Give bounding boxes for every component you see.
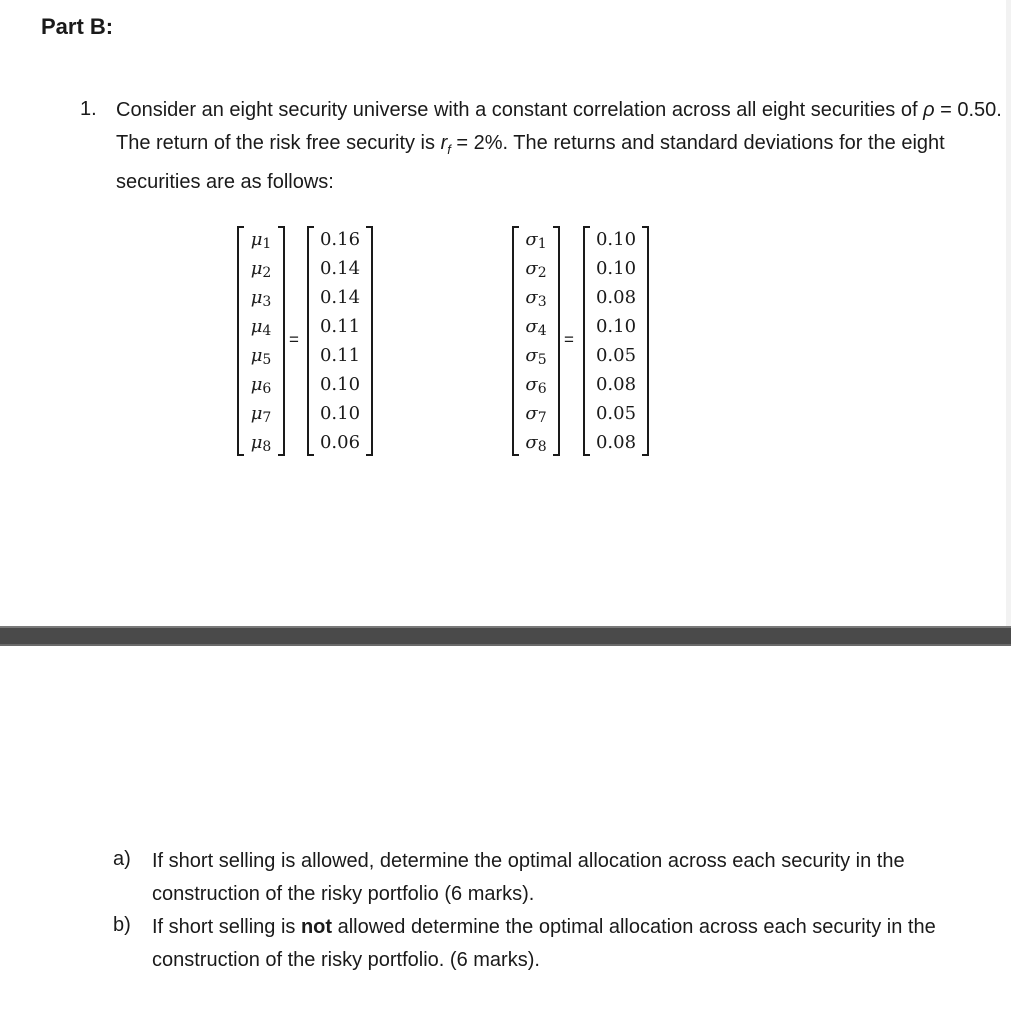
- sigma-symbol-letter: σ: [525, 258, 538, 279]
- mu-symbol-8: [237, 433, 285, 457]
- mu-symbol-index: 7: [262, 410, 272, 426]
- sigma-symbol-vector: [512, 226, 560, 456]
- mu-value-1: 0.16: [319, 229, 361, 250]
- mu-symbol-index: 2: [262, 265, 272, 281]
- sigma-symbol-letter: σ: [525, 374, 538, 395]
- page-edge: [1006, 0, 1011, 626]
- sigma-symbol-7: [512, 404, 560, 428]
- sigma-value-vector: [583, 226, 649, 456]
- risk-free-subscript: f: [447, 141, 451, 157]
- sigma-symbol-letter: σ: [525, 432, 538, 453]
- part-a-label: a): [113, 848, 131, 870]
- part-b-text: [152, 911, 1002, 977]
- mu-symbol-letter: μ: [250, 345, 263, 366]
- part-b-emphasis: not: [300, 916, 333, 938]
- mu-symbol-vector: [237, 226, 285, 456]
- sigma-symbol-letter: σ: [525, 287, 538, 308]
- question-text-part-3: = 2%. The returns and standard deviations for the eight securities are as follows:: [116, 131, 945, 193]
- mu-symbol-3: [237, 288, 285, 312]
- mu-value-7: 0.10: [319, 403, 361, 424]
- question-text-part-1: Consider an eight security universe with a constant correlation across all eight securities of: [116, 99, 924, 121]
- mu-symbol-5: [237, 346, 285, 370]
- sigma-symbol-2: [512, 259, 560, 283]
- question-text: [116, 94, 1006, 199]
- sigma-symbol-4: [512, 317, 560, 341]
- mu-symbol-index: 4: [262, 323, 272, 339]
- sigma-value-2: 0.10: [595, 258, 637, 279]
- sigma-symbol-index: 8: [537, 439, 547, 455]
- sigma-value-4: 0.10: [595, 316, 637, 337]
- mu-symbol-letter: μ: [250, 316, 263, 337]
- sigma-symbol-letter: σ: [525, 316, 538, 337]
- mu-value-8: 0.06: [319, 432, 361, 453]
- sigma-symbol-1: [512, 230, 560, 254]
- sigma-symbol-letter: σ: [525, 229, 538, 250]
- page-divider: [0, 626, 1011, 646]
- mu-value-6: 0.10: [319, 374, 361, 395]
- mu-value-3: 0.14: [319, 287, 361, 308]
- sigma-value-8: 0.08: [595, 432, 637, 453]
- part-b-text-end: allowed determine the optimal allocation across each security in the construction of the risky portfolio. (6 marks).: [152, 916, 936, 971]
- sigma-value-3: 0.08: [595, 287, 637, 308]
- part-a-text: If short selling is allowed, determine the optimal allocation across each security in the construction of the risky portfolio (6 marks).: [152, 850, 905, 905]
- mu-symbol-index: 1: [262, 236, 272, 252]
- sigma-symbol-8: [512, 433, 560, 457]
- sigma-value-5: 0.05: [595, 345, 637, 366]
- mu-symbol-letter: μ: [250, 432, 263, 453]
- mu-symbol-index: 6: [262, 381, 272, 397]
- mu-symbol-index: 8: [262, 439, 272, 455]
- sigma-value-7: 0.05: [595, 403, 637, 424]
- mu-value-vector: [307, 226, 373, 456]
- mu-symbol-letter: μ: [250, 258, 263, 279]
- sigma-symbol-letter: σ: [525, 403, 538, 424]
- mu-symbol-2: [237, 259, 285, 283]
- sigma-symbol-index: 5: [537, 352, 547, 368]
- sigma-symbol-3: [512, 288, 560, 312]
- mu-symbol-index: 3: [262, 294, 272, 310]
- question-number: 1.: [80, 98, 97, 120]
- sigma-symbol-index: 3: [537, 294, 547, 310]
- sigma-symbol-letter: σ: [525, 345, 538, 366]
- mu-symbol-letter: μ: [250, 229, 263, 250]
- sigma-symbol-index: 7: [537, 410, 547, 426]
- mu-symbol-letter: μ: [250, 403, 263, 424]
- section-heading: Part B:: [41, 14, 114, 39]
- equals-sign-mu: =: [289, 330, 299, 349]
- mu-symbol-index: 5: [262, 352, 272, 368]
- mu-symbol-7: [237, 404, 285, 428]
- sigma-symbol-index: 2: [537, 265, 547, 281]
- question-text-part-2: = 0.50. The return of the risk free security is: [116, 99, 1002, 154]
- sigma-symbol-5: [512, 346, 560, 370]
- mu-value-4: 0.11: [319, 316, 361, 337]
- risk-free-r: r: [440, 131, 448, 154]
- sigma-symbol-index: 4: [537, 323, 547, 339]
- mu-symbol-4: [237, 317, 285, 341]
- risk-free-symbol: [440, 131, 451, 157]
- part-b-text-start: If short selling is: [152, 916, 301, 938]
- mu-symbol-6: [237, 375, 285, 399]
- mu-value-5: 0.11: [319, 345, 361, 366]
- sigma-symbol-index: 6: [537, 381, 547, 397]
- sigma-symbol-index: 1: [537, 236, 547, 252]
- mu-symbol-1: [237, 230, 285, 254]
- sigma-value-1: 0.10: [595, 229, 637, 250]
- rho-symbol: ρ: [923, 99, 935, 121]
- mu-symbol-letter: μ: [250, 287, 263, 308]
- sigma-symbol-6: [512, 375, 560, 399]
- part-b-label: b): [113, 914, 131, 936]
- equals-sign-sigma: =: [564, 330, 574, 349]
- sigma-value-6: 0.08: [595, 374, 637, 395]
- mu-symbol-letter: μ: [250, 374, 263, 395]
- mu-value-2: 0.14: [319, 258, 361, 279]
